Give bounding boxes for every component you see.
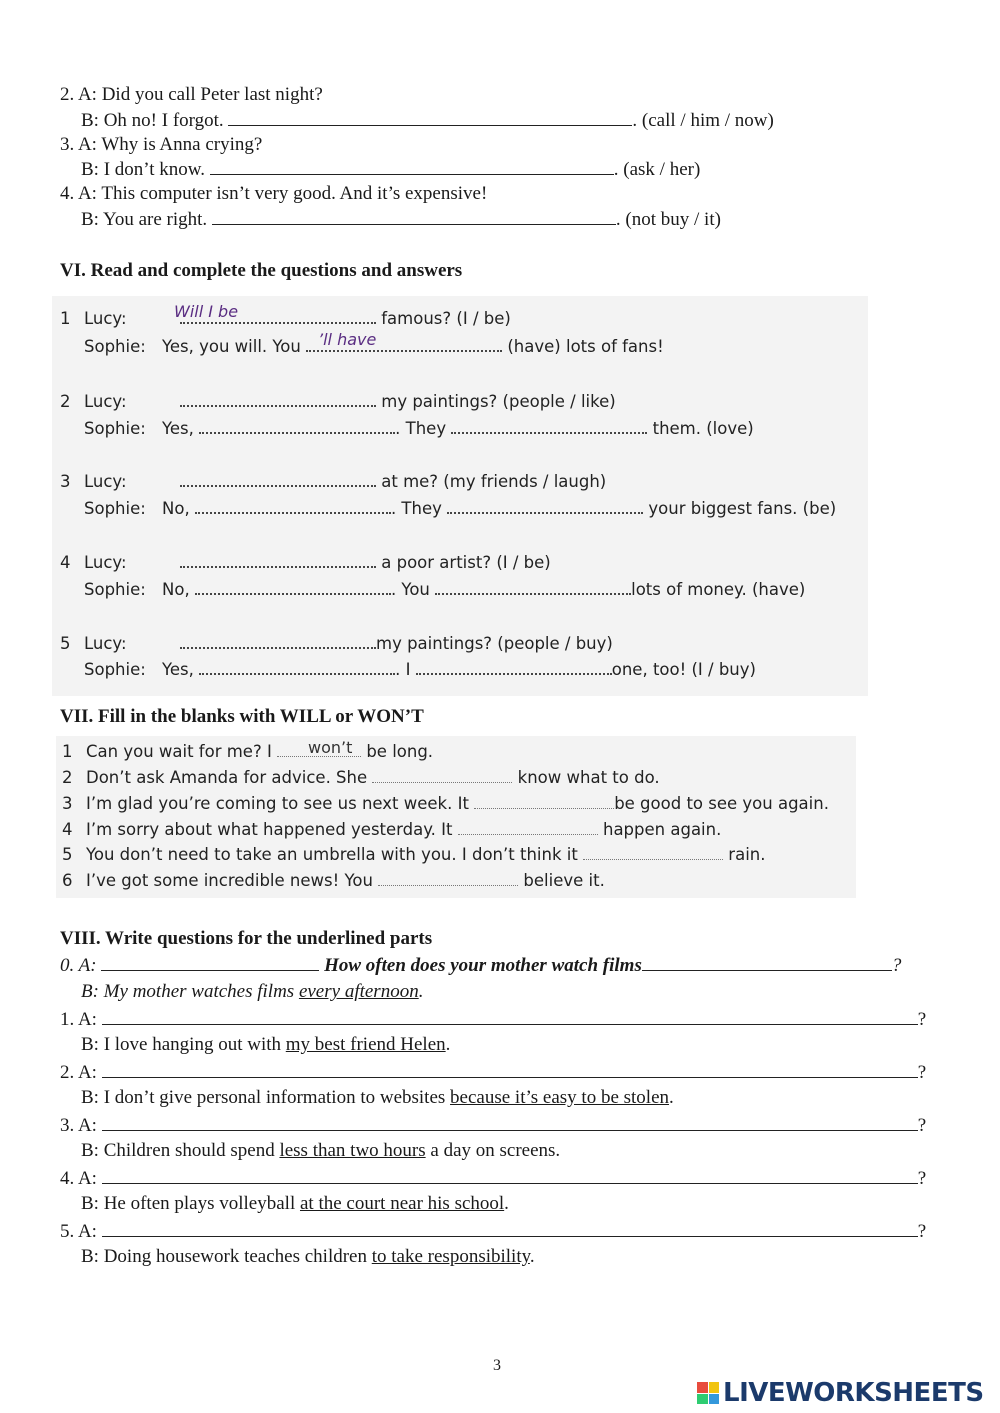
s7-item-1: 1 Can you wait for me? I be long. <box>62 742 434 761</box>
s8-item-2-a: 2. A: ? <box>60 1062 927 1083</box>
s6-item-5-lucy: 5 Lucy: my paintings? (people / buy) <box>60 634 613 653</box>
s6-item-3-blank-2[interactable] <box>195 498 391 514</box>
s5-item-3-b: B: I don’t know. . (ask / her) <box>81 159 701 180</box>
s7-item-5-blank[interactable] <box>583 845 723 860</box>
s6-item-5-sophie: Sophie: Yes, . I one, too! (I / buy) <box>84 660 756 679</box>
s8-example-blank-left <box>101 954 319 971</box>
s7-item-5: 5 You don’t need to take an umbrella with you. I don’t think it rain. <box>62 845 766 864</box>
s5-item-2-b: B: Oh no! I forgot. . (call / him / now) <box>81 110 774 131</box>
logo-icon <box>697 1382 719 1404</box>
s6-item-2-lucy: 2 Lucy: my paintings? (people / like) <box>60 392 616 411</box>
s6-item-3-lucy: 3 Lucy: at me? (my friends / laugh) <box>60 472 607 491</box>
s6-item-4-lucy: 4 Lucy: a poor artist? (I / be) <box>60 553 551 572</box>
s7-item-2-blank[interactable] <box>372 768 512 783</box>
s6-item-2-blank-2[interactable] <box>199 418 395 434</box>
s6-item-1-answer-1: Will I be <box>174 302 239 321</box>
s5-item-2-blank[interactable] <box>228 109 632 126</box>
s8-example-blank-right <box>642 954 892 971</box>
s7-item-4: 4 I’m sorry about what happened yesterday. It happen again. <box>62 820 722 839</box>
s7-item-6: 6 I’ve got some incredible news! You believe it. <box>62 871 605 890</box>
s7-item-3-blank[interactable] <box>474 794 614 809</box>
s8-example-a: 0. A: How often does your mother watch films ? <box>60 955 902 976</box>
logo-text: LIVEWORKSHEETS <box>723 1378 984 1408</box>
s7-item-1-answer: won’t <box>308 738 353 757</box>
s8-item-3-b: B: Children should spend less than two hours a day on screens. <box>81 1140 561 1161</box>
s6-item-5-blank-1[interactable] <box>180 633 376 649</box>
s8-example-question: How often does your mother watch films <box>324 955 642 976</box>
section-6-panel <box>52 296 868 696</box>
s6-item-4-blank-3[interactable] <box>435 579 631 595</box>
s8-item-5-a: 5. A: ? <box>60 1221 927 1242</box>
s8-item-4-a: 4. A: ? <box>60 1168 927 1189</box>
s8-item-3-a: 3. A: ? <box>60 1115 927 1136</box>
s8-item-4-b: B: He often plays volleyball at the court near his school. <box>81 1193 509 1214</box>
section-6-heading: VI. Read and complete the questions and answers <box>60 260 463 281</box>
s6-item-1-sophie: Sophie: Yes, you will. You (have) lots of fans! <box>84 337 664 356</box>
s8-item-1-input[interactable] <box>102 1008 918 1025</box>
s7-item-4-blank[interactable] <box>458 820 598 835</box>
page-number: 3 <box>493 1357 501 1374</box>
section-8-heading: VIII. Write questions for the underlined parts <box>60 928 433 949</box>
s6-item-4-blank-1[interactable] <box>180 552 376 568</box>
s6-item-3-blank-1[interactable] <box>180 471 376 487</box>
s6-item-2-blank-1[interactable] <box>180 391 376 407</box>
s6-item-5-blank-2[interactable] <box>199 659 395 675</box>
s8-item-2-input[interactable] <box>102 1061 918 1078</box>
s6-item-5-blank-3[interactable] <box>416 659 612 675</box>
s8-item-1-a: 1. A: ? <box>60 1009 927 1030</box>
s5-item-2-a: 2. A: Did you call Peter last night? <box>60 84 323 105</box>
s6-item-2-sophie: Sophie: Yes, . They them. (love) <box>84 419 754 438</box>
s8-item-1-b: B: I love hanging out with my best friend Helen. <box>81 1034 451 1055</box>
s5-item-4-blank[interactable] <box>212 208 616 225</box>
s8-item-2-b: B: I don’t give personal information to websites because it’s easy to be stolen. <box>81 1087 674 1108</box>
s5-item-3-a: 3. A: Why is Anna crying? <box>60 134 263 155</box>
s8-item-3-input[interactable] <box>102 1114 918 1131</box>
s8-example-b: B: My mother watches films every afternoon. <box>81 981 424 1002</box>
s6-item-1-lucy: 1 Lucy: famous? (I / be) <box>60 309 511 328</box>
liveworksheets-logo <box>697 1378 984 1408</box>
s5-item-3-blank[interactable] <box>210 158 614 175</box>
s8-item-5-input[interactable] <box>102 1220 918 1237</box>
s6-item-2-blank-3[interactable] <box>451 418 647 434</box>
section-7-panel <box>56 736 856 898</box>
section-7-heading: VII. Fill in the blanks with WILL or WON’T <box>60 706 424 727</box>
s7-item-6-blank[interactable] <box>378 871 518 886</box>
s6-item-3-sophie: Sophie: No, . They your biggest fans. (be) <box>84 499 837 518</box>
s7-item-2: 2 Don’t ask Amanda for advice. She know what to do. <box>62 768 660 787</box>
s6-item-4-sophie: Sophie: No, . You lots of money. (have) <box>84 580 806 599</box>
s8-item-4-input[interactable] <box>102 1167 918 1184</box>
s8-example-underlined: every afternoon <box>298 981 419 1002</box>
s6-item-3-blank-3[interactable] <box>447 498 643 514</box>
s7-item-3: 3 I’m glad you’re coming to see us next week. It be good to see you again. <box>62 794 829 813</box>
s5-item-4-b: B: You are right. . (not buy / it) <box>81 209 721 230</box>
s8-item-5-b: B: Doing housework teaches children to take responsibility. <box>81 1246 535 1267</box>
s5-item-4-a: 4. A: This computer isn’t very good. And it’s expensive! <box>60 183 488 204</box>
s6-item-4-blank-2[interactable] <box>195 579 391 595</box>
s6-item-1-answer-2: ’ll have <box>318 330 377 349</box>
